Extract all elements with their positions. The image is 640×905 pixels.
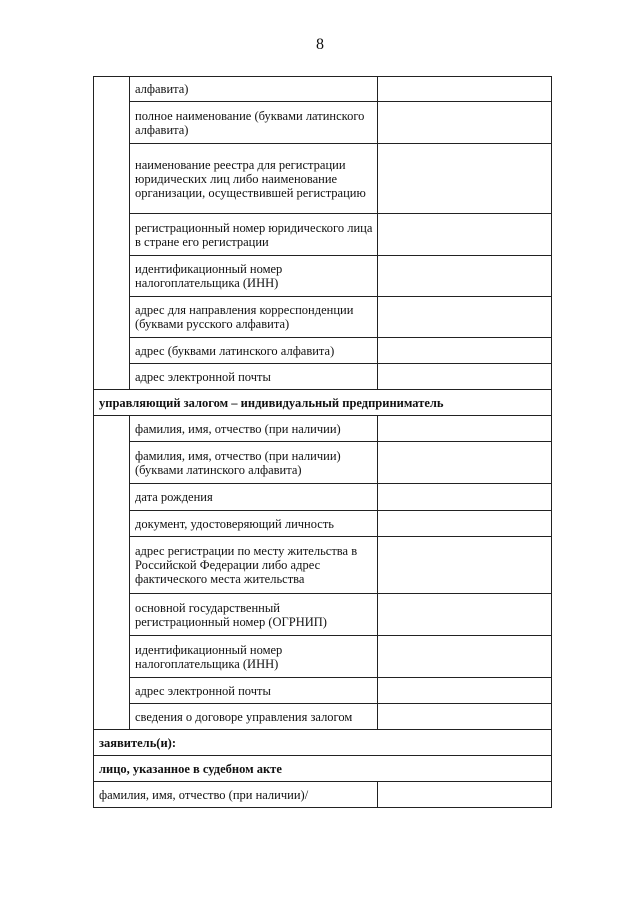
field-value-cell[interactable] — [378, 338, 552, 364]
field-value-cell[interactable] — [378, 256, 552, 297]
table-row — [94, 364, 552, 390]
table-row — [94, 678, 552, 704]
field-label: адрес для направления корреспонденции (буквами русского алфавита) — [130, 297, 378, 338]
table-row — [94, 782, 552, 808]
field-value-cell[interactable] — [378, 537, 552, 594]
field-label: адрес электронной почты — [130, 364, 378, 390]
table-row — [94, 102, 552, 144]
field-value-cell[interactable] — [378, 416, 552, 442]
table-row — [94, 338, 552, 364]
table-row — [94, 511, 552, 537]
field-value-cell[interactable] — [378, 144, 552, 214]
field-label: фамилия, имя, отчество (при наличии) — [130, 416, 378, 442]
table-row — [94, 484, 552, 511]
field-value-cell[interactable] — [378, 704, 552, 730]
field-value-cell[interactable] — [378, 511, 552, 537]
table-row — [94, 416, 552, 442]
field-label: полное наименование (буквами латинского алфавита) — [130, 102, 378, 144]
field-label: идентификационный номер налогоплательщика (ИНН) — [130, 636, 378, 678]
section-heading-applicant: заявитель(и): — [94, 730, 552, 756]
indent-cell — [94, 77, 130, 390]
field-label: документ, удостоверяющий личность — [130, 511, 378, 537]
table-row — [94, 297, 552, 338]
field-label: адрес электронной почты — [130, 678, 378, 704]
field-label: сведения о договоре управления залогом — [130, 704, 378, 730]
field-value-cell[interactable] — [378, 214, 552, 256]
field-label: фамилия, имя, отчество (при наличии) (буквами латинского алфавита) — [130, 442, 378, 484]
section-heading-pledge-manager: управляющий залогом – индивидуальный предприниматель — [94, 390, 552, 416]
field-value-cell[interactable] — [378, 364, 552, 390]
table-row — [94, 537, 552, 594]
table-row — [94, 214, 552, 256]
table-row — [94, 704, 552, 730]
registration-form-table — [93, 76, 552, 808]
field-value-cell[interactable] — [378, 77, 552, 102]
section-row — [94, 390, 552, 416]
field-value-cell[interactable] — [378, 297, 552, 338]
section-row — [94, 756, 552, 782]
field-label: фамилия, имя, отчество (при наличии)/ — [94, 782, 378, 808]
field-label: регистрационный номер юридического лица в стране его регистрации — [130, 214, 378, 256]
table-row — [94, 144, 552, 214]
field-label: основной государственный регистрационный номер (ОГРНИП) — [130, 594, 378, 636]
field-value-cell[interactable] — [378, 484, 552, 511]
table-row — [94, 594, 552, 636]
section-row — [94, 730, 552, 756]
field-label: адрес (буквами латинского алфавита) — [130, 338, 378, 364]
table-row — [94, 77, 552, 102]
table-row — [94, 256, 552, 297]
field-label: адрес регистрации по месту жительства в Российской Федерации либо адрес фактического места жительства — [130, 537, 378, 594]
field-label: наименование реестра для регистрации юридических лиц либо наименование организации, осуществившей регистрацию — [130, 144, 378, 214]
field-value-cell[interactable] — [378, 636, 552, 678]
field-label: дата рождения — [130, 484, 378, 511]
page-number: 8 — [316, 36, 324, 53]
table-row — [94, 442, 552, 484]
field-value-cell[interactable] — [378, 678, 552, 704]
field-value-cell[interactable] — [378, 442, 552, 484]
field-label: идентификационный номер налогоплательщика (ИНН) — [130, 256, 378, 297]
table-row — [94, 636, 552, 678]
field-label: алфавита) — [130, 77, 378, 102]
section-heading-court-person: лицо, указанное в судебном акте — [94, 756, 552, 782]
field-value-cell[interactable] — [378, 782, 552, 808]
indent-cell — [94, 416, 130, 730]
field-value-cell[interactable] — [378, 594, 552, 636]
field-value-cell[interactable] — [378, 102, 552, 144]
